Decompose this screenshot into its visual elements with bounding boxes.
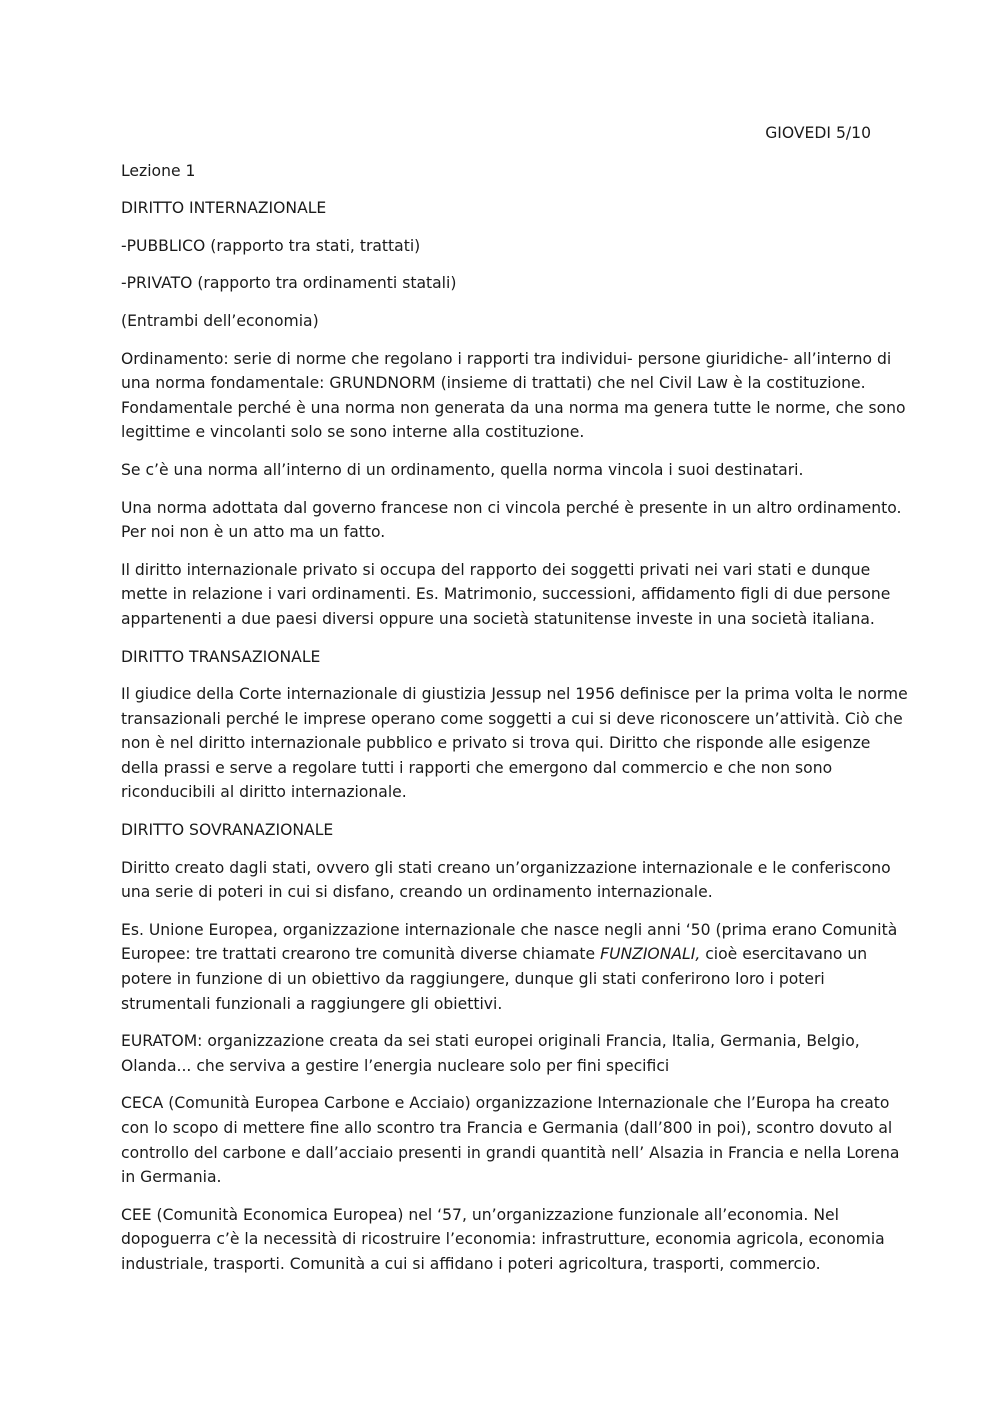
text-line: Ordinamento: serie di norme che regolano i rapporti tra individui- persone giuridiche- all’interno di [121,349,892,368]
text-line: Europee: tre trattati crearono tre comunità diverse chiamate FUNZIONALI, cioè esercitavano un [121,945,868,964]
paragraph [121,1029,881,1078]
text-line: controllo del carbone e dall’acciaio presenti in grandi quantità nell’ Alsazia in Francia e nella Lorena [121,1143,900,1162]
text-line: una serie di poteri in cui si disfano, creando un ordinamento internazionale. [121,883,713,902]
text-line: Olanda... che serviva a gestire l’energia nucleare solo per fini specifici [121,1056,670,1075]
text-line: -PRIVATO (rapporto tra ordinamenti statali) [121,274,457,293]
text-line: in Germania. [121,1168,222,1187]
paragraph [121,496,902,545]
paragraph [121,682,908,805]
paragraph [121,196,881,221]
paragraph [121,558,891,632]
text-line: DIRITTO SOVRANAZIONALE [121,821,334,840]
text-line: legittime e vincolanti solo se sono interne alla costituzione. [121,423,585,442]
text-line: Per noi non è un atto ma un fatto. [121,523,386,542]
text-line: Una norma adottata dal governo francese non ci vincola perché è presente in un altro ordinamento. [121,498,902,517]
text-line: Fondamentale perché è una norma non generata da una norma ma genera tutte le norme, che sono [121,398,906,417]
paragraph [121,818,881,843]
paragraph [121,234,881,259]
paragraph [121,645,881,670]
text-line: CEE (Comunità Economica Europea) nel ‘57, un’organizzazione funzionale all’economia. Nel [121,1205,839,1224]
paragraph [121,347,906,445]
text-line: Lezione 1 [121,161,196,180]
text-line: (Entrambi dell’economia) [121,311,319,330]
text-line: una norma fondamentale: GRUNDNORM (insieme di trattati) che nel Civil Law è la costituzione. [121,374,866,393]
paragraph [121,458,881,483]
text-line: Es. Unione Europea, organizzazione internazionale che nasce negli anni ‘50 (prima erano Comunità [121,920,898,939]
paragraph [121,1203,885,1277]
paragraph [121,309,881,334]
text-line: potere in funzione di un obiettivo da raggiungere, dunque gli stati conferirono loro i poteri [121,970,825,989]
document-page [121,121,908,1290]
text-line: -PUBBLICO (rapporto tra stati, trattati) [121,236,421,255]
paragraph [121,918,898,1016]
paragraph [121,159,881,184]
text-line: Il giudice della Corte internazionale di giustizia Jessup nel 1956 definisce per la prima volta le norme [121,685,908,704]
text-line: strumentali funzionali a raggiungere gli obiettivi. [121,994,503,1013]
text-line: appartenenti a due paesi diversi oppure una società statunitense investe in una società italiana. [121,609,875,628]
text-line: riconducibili al diritto internazionale. [121,783,407,802]
paragraph [121,271,881,296]
text-line: con lo scopo di mettere fine allo scontro tra Francia e Germania (dall’800 in poi), scontro dovuto al [121,1119,893,1137]
text-line: non è nel diritto internazionale pubblico e privato si trova qui. Diritto che risponde alle esigenze [121,734,871,753]
text-line: Diritto creato dagli stati, ovvero gli stati creano un’organizzazione internazionale e le conferiscono [121,858,891,877]
text-line: transazionali perché le imprese operano come soggetti a cui si deve riconoscere un’attività. Ciò che [121,709,903,728]
text-line: EURATOM: organizzazione creata da sei stati europei originali Francia, Italia, Germania, Belgio, [121,1032,860,1051]
emphasis-term: FUNZIONALI, [600,945,701,964]
text-line: CECA (Comunità Europea Carbone e Acciaio) organizzazione Internazionale che l’Europa ha creato [121,1094,890,1113]
document-body [121,159,908,1277]
text-line: DIRITTO INTERNAZIONALE [121,199,327,218]
text-line: della prassi e serve a regolare tutti i rapporti che emergono dal commercio e che non sono [121,758,833,777]
paragraph [121,856,891,905]
text-line: industriale, trasporti. Comunità a cui si affidano i poteri agricoltura, trasporti, commercio. [121,1254,821,1273]
text-line: Il diritto internazionale privato si occupa del rapporto dei soggetti privati nei vari stati e dunque [121,560,871,579]
text-line: mette in relazione i vari ordinamenti. Es. Matrimonio, successioni, affidamento figli di due persone [121,585,891,604]
document-date: GIOVEDI 5/10 [765,124,871,142]
paragraph [121,1091,900,1189]
text-line: DIRITTO TRANSAZIONALE [121,647,321,666]
text-line: dopoguerra c’è la necessità di ricostruire l’economia: infrastrutture, economia agricola, economia [121,1230,885,1249]
text-line: Se c’è una norma all’interno di un ordinamento, quella norma vincola i suoi destinatari. [121,460,804,479]
